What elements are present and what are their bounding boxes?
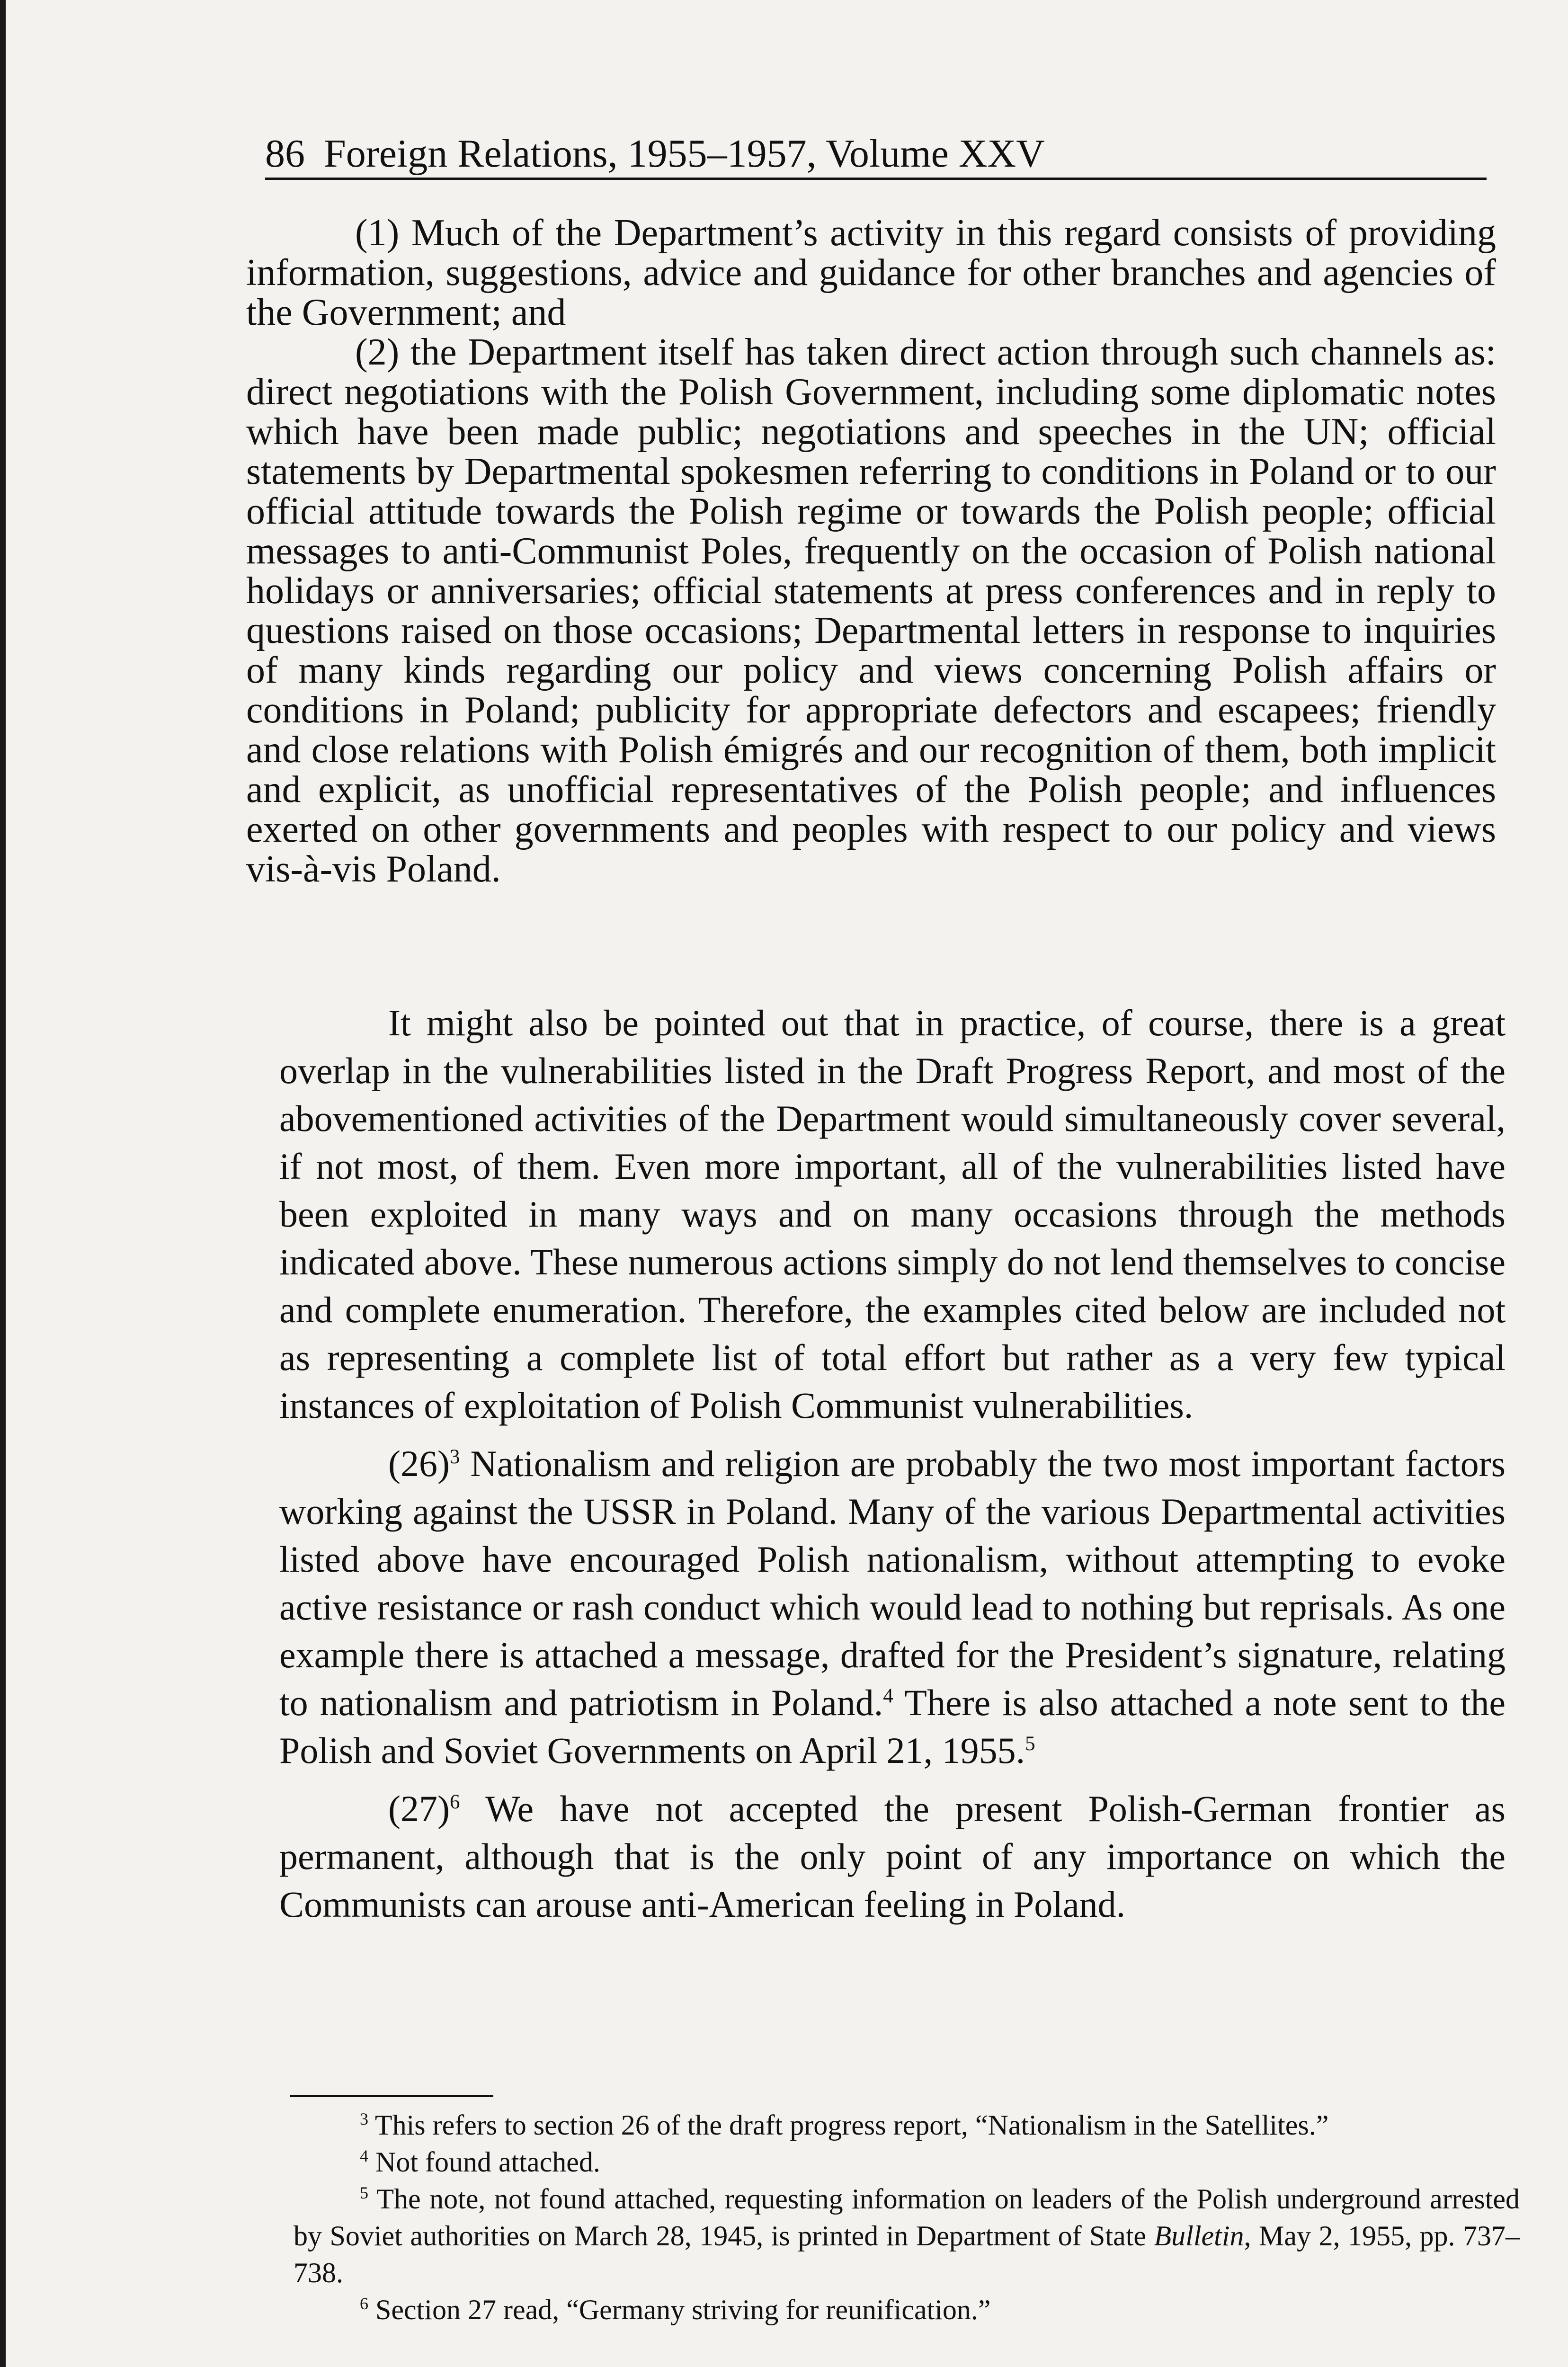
footnote-3: [294, 2107, 1520, 2144]
footnote-ref-3: 3: [449, 1446, 460, 1468]
section-26-label: (26): [388, 1443, 450, 1484]
section-26-paragraph: [279, 1440, 1506, 1774]
section-27-text: We have not accepted the present Polish-German frontier as permanent, although that is the only point of any importance on which the Communists can arouse anti-American feeling in Poland.: [279, 1788, 1506, 1925]
enumerated-items: [246, 213, 1496, 889]
footnote-ref-5: 5: [1025, 1733, 1035, 1755]
footnote-6-number: 6: [360, 2294, 368, 2313]
section-26-text-a: Nationalism and religion are probably the two most important factors working against the USSR in Poland. Many of the various Departmental activities listed above have encouraged Polish nationalism, without attempting to evoke active resistance or rash conduct which would lead to nothing but reprisals. As one example there is attached a message, drafted for the President’s signature, relating to nationalism and patriotism in Poland.: [279, 1443, 1506, 1723]
footnote-4: [294, 2144, 1520, 2180]
footnote-5-number: 5: [360, 2183, 368, 2202]
footnote-5-text-b: , May 2, 1955, pp. 737–738.: [294, 2220, 1520, 2288]
section-27-label: (27): [388, 1788, 450, 1829]
section-26-text-b: There is also attached a note sent to the Polish and Soviet Governments on April 21, 1955.: [279, 1682, 1506, 1771]
footnote-3-text: This refers to section 26 of the draft progress report, “Nationalism in the Satellites.”: [368, 2109, 1329, 2141]
footnote-ref-4: 4: [883, 1685, 893, 1707]
item-1-paragraph: (1) Much of the Department’s activity in this regard consists of providing information, suggestions, advice and guidance for other branches and agencies of the Government; and: [246, 212, 1496, 333]
footnote-4-text: Not found attached.: [368, 2146, 600, 2178]
page-number: 86: [265, 132, 305, 176]
footnote-ref-6: 6: [449, 1791, 460, 1813]
item-2-paragraph: (2) the Department itself has taken direct action through such channels as: direct negotiations with the Polish Government, including some diplomatic notes which have been made public; negotiations and speeches in the UN; official statements by Departmental spokesmen referring to conditions in Poland or to our official attitude towards the Polish regime or towards the Polish people; official messages to anti-Communist Poles, frequently on the occasion of Polish national holidays or anniversaries; official statements at press conferences and in reply to questions raised on those occasions; Departmental letters in response to inquiries of many kinds regarding our policy and views concerning Polish affairs or conditions in Poland; publicity for appropriate defectors and escapees; friendly and close relations with Polish émigrés and our recognition of them, both implicit and explicit, as unofficial representatives of the Polish people; and influences exerted on other governments and peoples with respect to our policy and views vis-à-vis Poland.: [246, 331, 1496, 890]
header-line: [265, 134, 1045, 174]
footnote-5: [294, 2180, 1520, 2291]
footnote-6-text: Section 27 read, “Germany striving for reunification.”: [368, 2294, 991, 2325]
running-header: [265, 130, 1487, 180]
overlap-paragraph: It might also be pointed out that in practice, of course, there is a great overlap in the vulnerabilities listed in the Draft Progress Report, and most of the abovementioned activities of the Department would simultaneously cover several, if not most, of them. Even more important, all of the vulnerabilities listed have been exploited in many ways and on many occasions through the methods indicated above. These numerous actions simply do not lend themselves to concise and complete enumeration. Therefore, the examples cited below are included not as representing a complete list of total effort but rather as a very few typical instances of exploitation of Polish Communist vulnerabilities.: [279, 1002, 1506, 1426]
footnote-3-number: 3: [360, 2109, 368, 2128]
footnote-5-bulletin: Bulletin: [1154, 2220, 1244, 2251]
footnote-6: [294, 2291, 1520, 2328]
footnote-divider: [290, 2095, 493, 2097]
running-title: Foreign Relations, 1955–1957, Volume XXV: [324, 132, 1045, 176]
footnotes: [294, 2107, 1520, 2328]
main-text: [279, 999, 1506, 1928]
footnote-4-number: 4: [360, 2146, 368, 2165]
section-27-paragraph: [279, 1785, 1506, 1928]
footnote-5-text-a: The note, not found attached, requesting information on leaders of the Polish underground arrested by Soviet authorities on March 28, 1945, is printed in Department of State: [294, 2183, 1520, 2251]
